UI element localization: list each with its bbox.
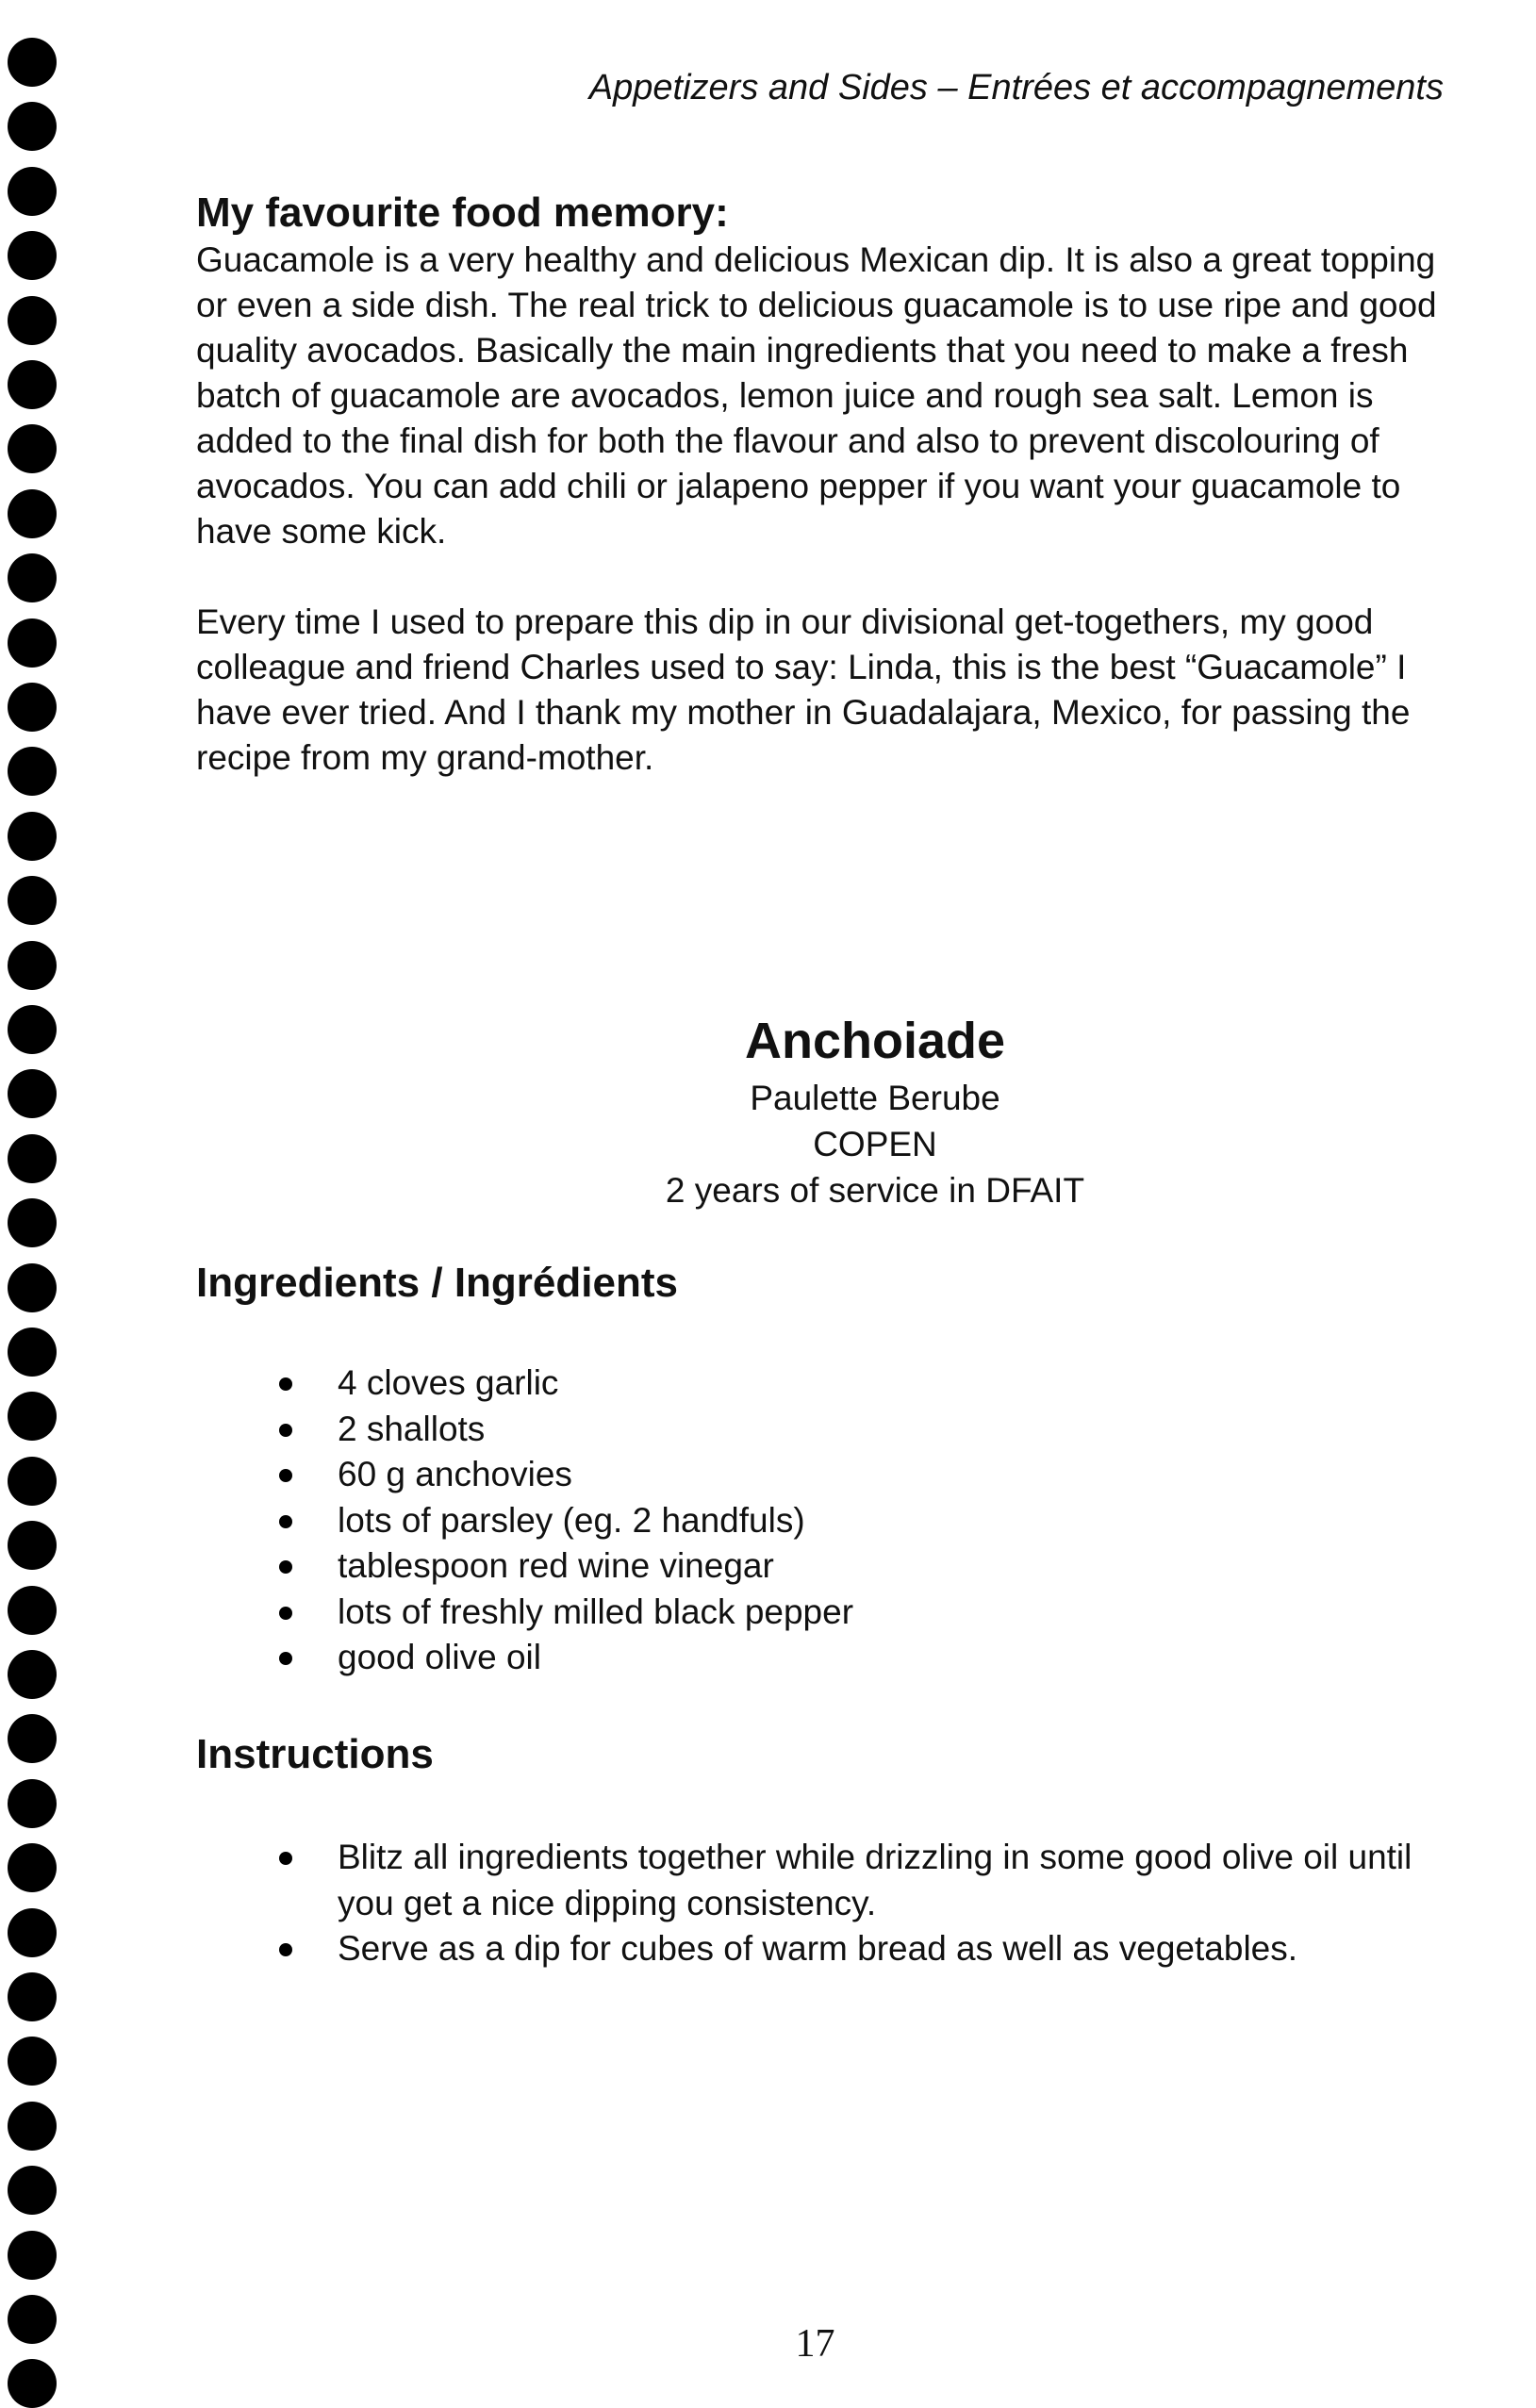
ingredient-text: 2 shallots <box>338 1409 486 1448</box>
binding-hole-icon <box>8 1392 57 1441</box>
instruction-item <box>273 1835 1462 1926</box>
memory-paragraph: Every time I used to prepare this dip in our divisional get-togethers, my good colleague and friend Charles used to say: Linda, this is the best “Guacamole” I have ever tried. And I thank my mother in Guadalajara, Mexico, for passing the recipe from my grand-mother. <box>196 602 1411 777</box>
binding-hole-icon <box>8 38 57 87</box>
memory-text <box>196 238 1441 781</box>
binding-hole-icon <box>8 2359 57 2408</box>
binding-hole-icon <box>8 2231 57 2280</box>
recipe-header <box>196 1009 1441 1213</box>
binding-hole-icon <box>8 1586 57 1635</box>
binding-hole-icon <box>8 1779 57 1828</box>
binding-hole-icon <box>8 1714 57 1763</box>
bullet-icon <box>279 1607 292 1620</box>
bullet-icon <box>279 1377 292 1391</box>
binding-hole-icon <box>8 1069 57 1118</box>
bullet-icon <box>279 1469 292 1482</box>
bullet-icon <box>279 1560 292 1574</box>
memory-section <box>196 189 1441 781</box>
binding-hole-icon <box>8 1521 57 1570</box>
ingredient-text: tablespoon red wine vinegar <box>338 1546 774 1585</box>
ingredient-item <box>273 1361 1462 1407</box>
binding-hole-icon <box>8 1198 57 1247</box>
ingredient-text: 4 cloves garlic <box>338 1363 559 1402</box>
binding-hole-icon <box>8 876 57 925</box>
ingredient-item <box>273 1590 1462 1636</box>
binding-hole-icon <box>8 1972 57 2021</box>
binding-hole-icon <box>8 1005 57 1054</box>
binding-hole-icon <box>8 1457 57 1506</box>
binding-hole-icon <box>8 941 57 990</box>
ingredient-text: good olive oil <box>338 1638 541 1676</box>
binding-hole-icon <box>8 618 57 668</box>
ingredient-text: lots of freshly milled black pepper <box>338 1592 854 1631</box>
binding-hole-icon <box>8 167 57 216</box>
binding-hole-icon <box>8 553 57 602</box>
spiral-binding <box>8 38 64 2395</box>
binding-hole-icon <box>8 296 57 345</box>
binding-hole-icon <box>8 1650 57 1699</box>
ingredient-text: lots of parsley (eg. 2 handfuls) <box>338 1500 805 1540</box>
binding-hole-icon <box>8 2166 57 2215</box>
binding-hole-icon <box>8 812 57 861</box>
memory-paragraph: Guacamole is a very healthy and delicious Mexican dip. It is also a great topping or even a side dish. The real trick to delicious guacamole is to use ripe and good quality avocados. Basically the main ingredients that you need to make a fresh batch of guacamole are avocados, lemon juice and rough sea salt. Lemon is added to the final dish for both the flavour and also to prevent discolouring of avocados. You can add chili or jalapeno pepper if you want your guacamole to have some kick. <box>196 240 1437 551</box>
binding-hole-icon <box>8 424 57 473</box>
instructions-heading: Instructions <box>196 1731 434 1777</box>
binding-hole-icon <box>8 102 57 151</box>
ingredient-item <box>273 1635 1462 1681</box>
instruction-item <box>273 1926 1462 1972</box>
recipe-author: Paulette Berube <box>750 1079 1000 1117</box>
memory-heading: My favourite food memory: <box>196 190 729 236</box>
instruction-list <box>273 1835 1462 1972</box>
binding-hole-icon <box>8 1843 57 1892</box>
ingredient-text: 60 g anchovies <box>338 1455 572 1493</box>
ingredient-list <box>273 1361 1462 1681</box>
binding-hole-icon <box>8 1263 57 1312</box>
instruction-text: Serve as a dip for cubes of warm bread as well as vegetables. <box>338 1929 1298 1968</box>
ingredient-item <box>273 1452 1462 1498</box>
bullet-icon <box>279 1424 292 1437</box>
binding-hole-icon <box>8 489 57 538</box>
binding-hole-icon <box>8 747 57 796</box>
instruction-text: Blitz all ingredients together while drizzling in some good olive oil until you get a nice dipping consistency. <box>338 1838 1412 1922</box>
binding-hole-icon <box>8 1134 57 1183</box>
page-number: 17 <box>795 2322 835 2366</box>
ingredients-heading: Ingredients / Ingrédients <box>196 1260 678 1306</box>
recipe-title: Anchoiade <box>744 1013 1006 1069</box>
binding-hole-icon <box>8 231 57 280</box>
binding-hole-icon <box>8 683 57 732</box>
ingredient-item <box>273 1543 1462 1590</box>
recipe-division: COPEN <box>813 1125 937 1163</box>
binding-hole-icon <box>8 1908 57 1957</box>
ingredient-item <box>273 1407 1462 1453</box>
bullet-icon <box>279 1652 292 1665</box>
bullet-icon <box>279 1515 292 1528</box>
ingredient-item <box>273 1498 1462 1544</box>
binding-hole-icon <box>8 1328 57 1377</box>
binding-hole-icon <box>8 2037 57 2086</box>
bullet-icon <box>279 1852 292 1865</box>
binding-hole-icon <box>8 360 57 409</box>
running-header: Appetizers and Sides – Entrées et accompagnements <box>588 68 1444 107</box>
bullet-icon <box>279 1943 292 1956</box>
binding-hole-icon <box>8 2102 57 2151</box>
recipe-service: 2 years of service in DFAIT <box>665 1171 1085 1210</box>
